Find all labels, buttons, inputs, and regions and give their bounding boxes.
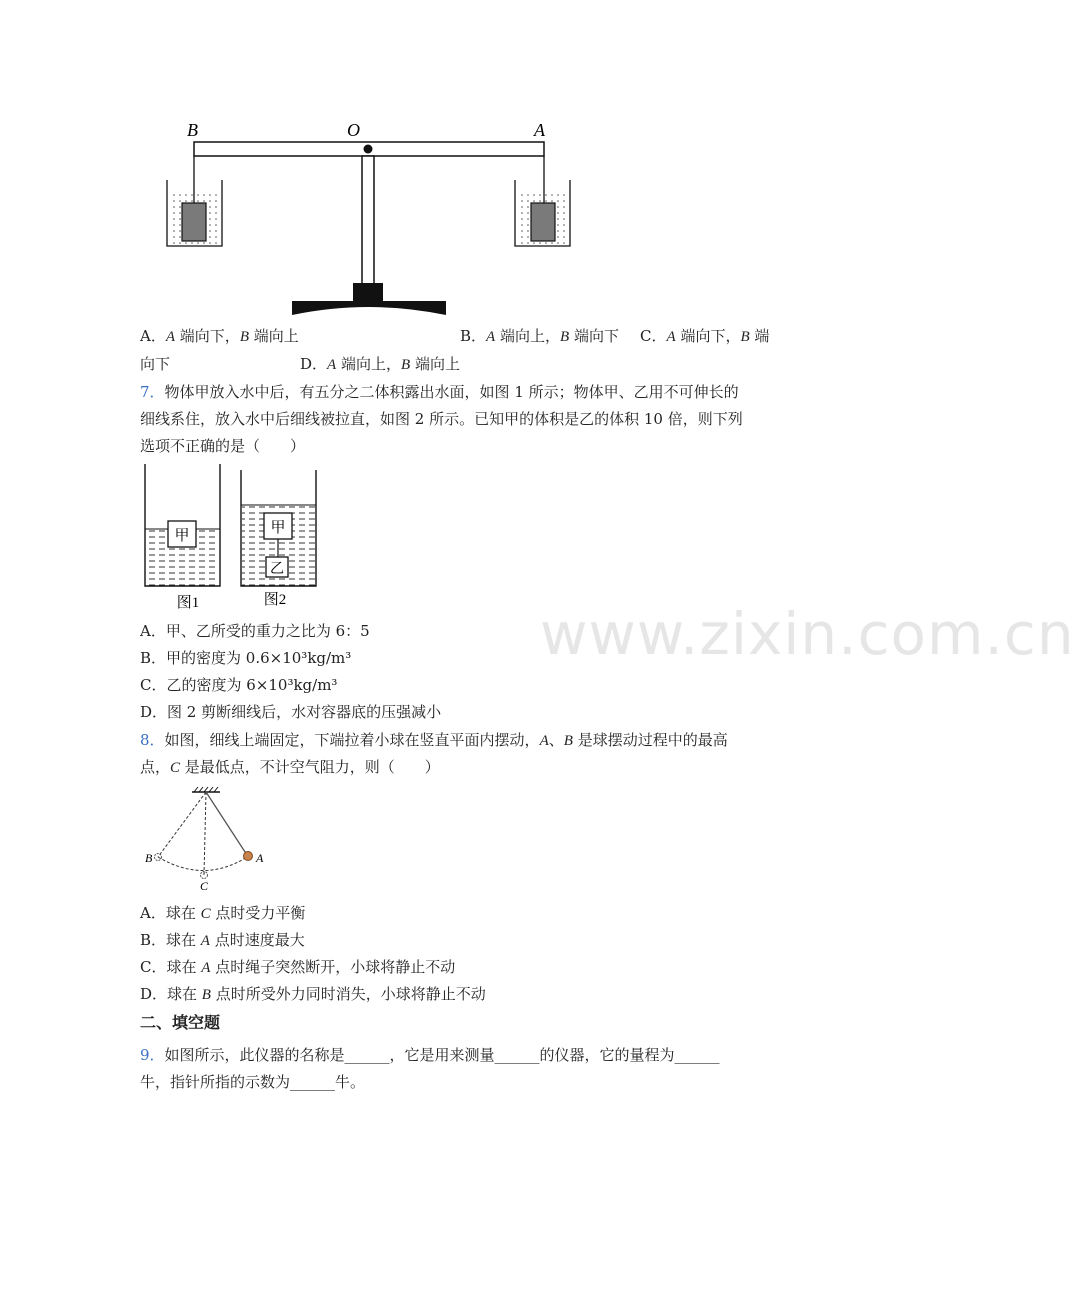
ball [244,852,253,861]
label-b: B [145,851,153,865]
pendulum-string [206,792,247,855]
q7-stem-line-2: 细线系住，放入水中后细线被拉直，如图 2 所示。已知甲的体积是乙的体积 10 倍，则下列 [140,410,743,428]
caption-fig2: 图2 [263,592,287,608]
lever-balance-figure [160,115,580,320]
q6-option-d[interactable]: D．A 端向上，B 端向上 [300,355,460,373]
container-fig1 [145,464,220,586]
watermark: www.zixin.com.cn [540,600,1075,668]
right-weight [531,203,555,241]
q7-stem-line-1: 7．物体甲放入水中后，有五分之二体积露出水面，如图 1 所示；物体甲、乙用不可伸长的 [140,383,739,401]
label-a: A [534,120,545,140]
right-beaker [515,180,570,246]
q6-option-b[interactable]: B．A 端向上，B 端向下 [460,327,619,345]
swing-arc [158,857,247,871]
q7-option-b[interactable]: B．甲的密度为 0.6×10³kg/m³ [140,649,352,667]
q8-number: 8． [140,731,165,749]
q8-stem-line-2: 点，C 是最低点，不计空气阻力，则（ ） [140,758,440,776]
q8-option-b[interactable]: B．球在 A 点时速度最大 [140,931,305,949]
label-yi: 乙 [270,562,284,577]
q6-option-c[interactable]: C．A 端向下，B 端 [640,327,770,345]
q9-line-2: 牛，指针所指的示数为______牛。 [140,1073,366,1091]
q6-option-c-continued: 向下 [140,355,171,373]
label-jia-fig1: 甲 [174,528,190,544]
container-fig2 [241,470,316,586]
buoyancy-figure [138,462,328,612]
pivot-point [364,145,373,154]
q6-option-a[interactable]: A．A 端向下，B 端向上 [140,327,299,345]
label-jia-fig2: 甲 [270,520,286,536]
q8-option-d[interactable]: D．球在 B 点时所受外力同时消失，小球将静止不动 [140,985,486,1003]
q7-option-a[interactable]: A．甲、乙所受的重力之比为 6：5 [140,622,370,640]
caption-fig1: 图1 [176,595,200,611]
q9-line-1: 9．如图所示，此仪器的名称是______，它是用来测量______的仪器，它的量程为______ [140,1046,720,1064]
label-a: A [256,851,264,865]
label-c: C [200,879,209,893]
q9-number: 9． [140,1046,165,1064]
q7-option-d[interactable]: D．图 2 剪断细线后，水对容器底的压强减小 [140,703,442,721]
support-post [362,156,374,284]
q8-option-c[interactable]: C．球在 A 点时绳子突然断开，小球将静止不动 [140,958,456,976]
q8-stem-line-1: 8．如图，细线上端固定，下端拉着小球在竖直平面内摆动，A、B 是球摆动过程中的最高 [140,731,728,749]
q7-stem-line-3: 选项不正确的是（ ） [140,437,306,455]
stand-base [292,301,446,315]
left-weight [182,203,206,241]
label-o: O [347,120,360,140]
pendulum-figure [138,784,278,896]
q8-option-a[interactable]: A．球在 C 点时受力平衡 [140,904,306,922]
q7-option-c[interactable]: C．乙的密度为 6×10³kg/m³ [140,676,338,694]
section-heading: 二、填空题 [140,1013,221,1032]
label-b: B [187,120,198,140]
q7-number: 7． [140,383,165,401]
